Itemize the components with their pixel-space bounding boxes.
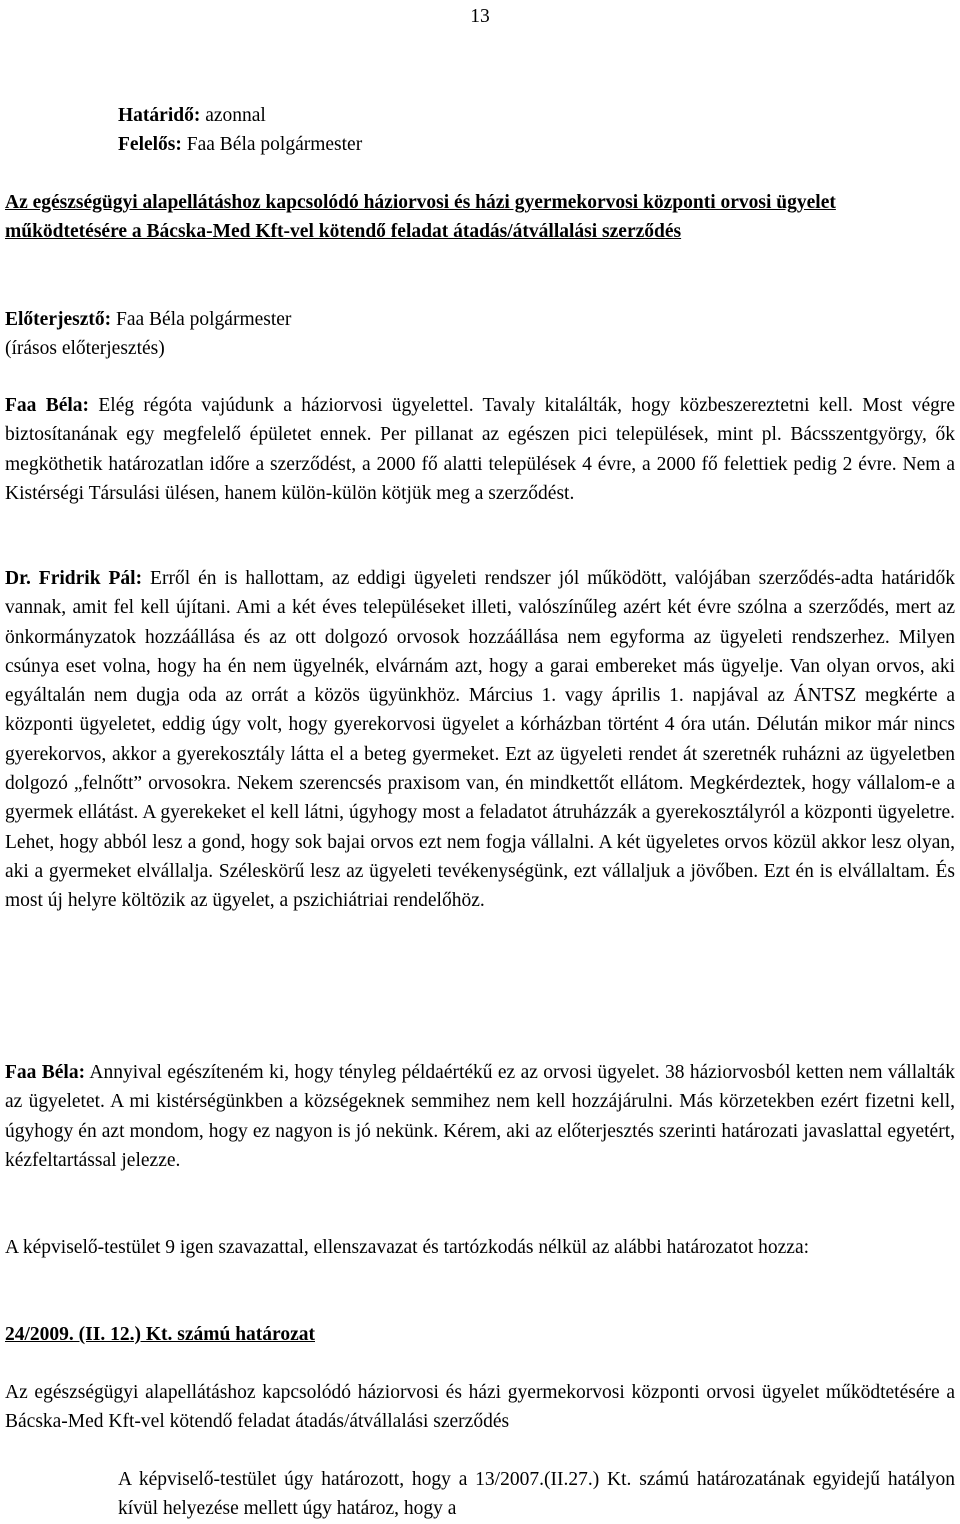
speaker-name: Faa Béla: bbox=[5, 1062, 86, 1083]
responsible-label: Felelős: bbox=[118, 134, 182, 155]
presenter-note: (írásos előterjesztés) bbox=[5, 338, 165, 359]
presenter-label: Előterjesztő: bbox=[5, 309, 112, 330]
speech-text: Annyival egészíteném ki, hogy tényleg példaértékű ez az orvosi ügyelet. 38 háziorvosból ketten nem vállalták az ügyeletet. A mi kistérségünkben a községeknek semmihez nem kell hozzájárulni. Más körzetekben ezért fizetni kell, úgyhogy én azt mondom, hogy ez nagyon is jó nekünk. Kérem, aki az előterjesztés szerinti határozati javaslattal egyetért, kézfeltartással jelezze. bbox=[5, 1062, 956, 1171]
deadline-line bbox=[118, 101, 955, 130]
speech-fridrik-pal bbox=[5, 564, 955, 916]
resolution-body: A képviselő-testület úgy határozott, hogy a 13/2007.(II.27.) Kt. számú határozatának egyidejű hatályon kívül helyezése mellett úgy határoz, hogy a bbox=[118, 1469, 955, 1520]
speech-faa-bela-2 bbox=[5, 1058, 955, 1175]
agenda-title: Az egészségügyi alapellátáshoz kapcsolódó háziorvosi és házi gyermekorvosi központi orvosi ügyelet működtetésére a Bácska-Med Kft-vel kötendő feladat átadás/átvállalási szerződés bbox=[5, 192, 836, 243]
resolution-subject: Az egészségügyi alapellátáshoz kapcsolódó háziorvosi és házi gyermekorvosi központi orvosi ügyelet működtetésére a Bácska-Med Kft-vel kötendő feladat átadás/átvállalási szerződés bbox=[5, 1382, 955, 1433]
responsible-value: Faa Béla polgármester bbox=[186, 134, 363, 155]
speaker-name: Dr. Fridrik Pál: bbox=[5, 568, 143, 589]
deadline-value: azonnal bbox=[205, 105, 266, 126]
speaker-name: Faa Béla: bbox=[5, 395, 90, 416]
resolution-title: 24/2009. (II. 12.) Kt. számú határozat bbox=[5, 1324, 315, 1345]
presenter-value: Faa Béla polgármester bbox=[115, 309, 292, 330]
speech-faa-bela-1 bbox=[5, 391, 955, 508]
speech-text: Elég régóta vajúdunk a háziorvosi ügyelettel. Tavaly kitalálták, hogy közbeszereztetni kell. Most végre biztosítanának egy megfelelő épületet ennek. Per pillanat az egészen pici települések, mint pl. Bácsszentgyörgy, ők megköthetik határozatlan időre a szerződést, a 2000 fő alatti települések 4 évre, a 2000 fő felettiek pedig 2 évre. Nem a Kistérségi Társulási ülésen, hanem külön-külön kötjük meg a szerződést. bbox=[5, 395, 956, 504]
responsible-line bbox=[118, 130, 955, 159]
speech-text: Erről én is hallottam, az eddigi ügyeleti rendszer jól működött, valójában szerződés-adta határidők vannak, amit fel kell újítani. Ami a két éves településeket illeti, valószínűleg azért két évre szólna a szerződés, mert az önkormányzatok hozzáállása és az ott dolgozó orvosok hozzáállása nem egyforma az ügyeleti rendszerhez. Milyen csúnya eset volna, hogy ha én nem ügyelnék, elvárnám azt, hogy a garai embereket más ügyelje. Van olyan orvos, aki egyáltalán nem dugja oda az orrát a közös ügyünkhöz. Március 1. vagy április 1. napjával az ÁNTSZ megkérte a központi ügyeletet, eddig úgy volt, hogy gyerekorvosi ügyelet a kórházban történt 4 óra után. Délután mikor már nincs gyerekorvos, akkor a gyerekosztály látta el a beteg gyermeket. Ezt az ügyeleti rendet át szeretnék ruházni az ügyeletben dolgozó „felnőtt” orvosokra. Nekem szerencsés praxisom van, én mindkettőt ellátom. Megkérdeztek, hogy vállalom-e a gyermek ellátást. A gyerekeket el kell látni, úgyhogy most a feladatot átruházzák a gyerekosztályról a központi ügyeletre. Lehet, hogy abból lesz a gond, hogy sok bajai orvos ezt nem fogja vállalni. A két ügyeletes orvos közül akkor lesz olyan, aki a gyermeket elvállalja. Széleskörű lesz az ügyeleti tevékenységünk, ezt vállaljuk a jövőben. Ezt én is elvállaltam. És most új helyre költözik az ügyelet, a pszichiátriai rendelőhöz. bbox=[5, 568, 955, 912]
page-number: 13 bbox=[470, 6, 490, 27]
presenter-line bbox=[5, 305, 955, 334]
vote-statement: A képviselő-testület 9 igen szavazattal, ellenszavazat és tartózkodás nélkül az alábbi határozatot hozza: bbox=[5, 1237, 810, 1258]
deadline-label: Határidő: bbox=[118, 105, 201, 126]
